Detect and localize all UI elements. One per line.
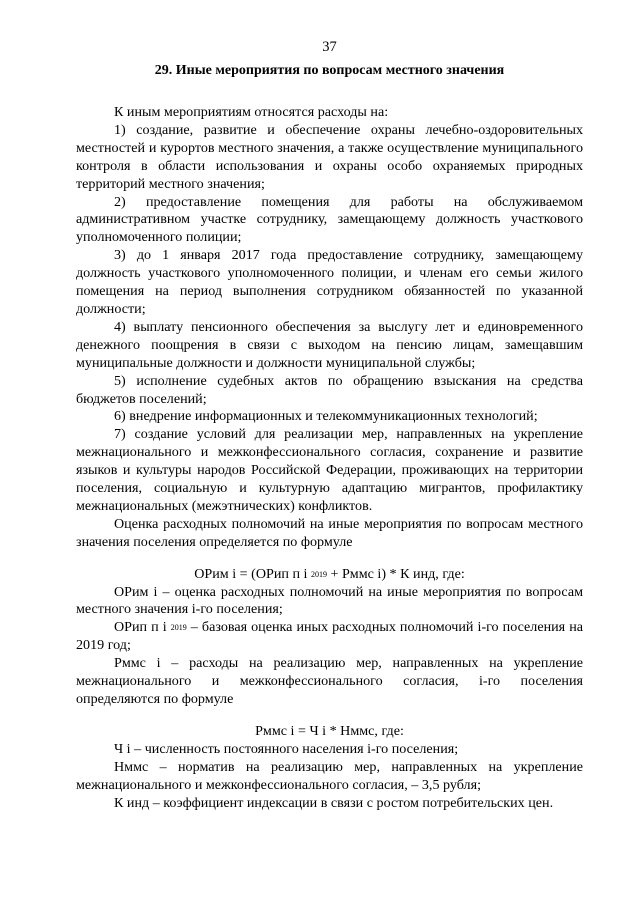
list-item-6: 6) внедрение информационных и телекоммуникационных технологий; bbox=[114, 408, 538, 425]
list-item-7: 7) создание условий для реализации мер, направленных на укрепление межнационального и межконфессионального согласия, сохранение и развитие языков и культуры народов Российской Федерации, проживающих на территории поселения, социальную и культурную адаптацию мигрантов, профилактику межнациональных (межэтнических) конфликтов. bbox=[76, 426, 583, 514]
formula-rmms: Рммс i = Ч i * Нммс, где: bbox=[255, 722, 404, 739]
definition-orim: ОРим i – оценка расходных полномочий на иные мероприятия по вопросам местного значения i-го поселения; bbox=[76, 583, 583, 618]
list-item-5: 5) исполнение судебных актов по обращению взыскания на средства бюджетов поселений; bbox=[76, 372, 583, 407]
page-number: 37 bbox=[322, 39, 337, 55]
definition-kind: К инд – коэффициент индексации в связи с ростом потребительских цен. bbox=[114, 794, 554, 811]
definition-nmms: Нммс – норматив на реализацию мер, направленных на укрепление межнационального и межконфессионального согласия, – 3,5 рубля; bbox=[76, 758, 583, 793]
definition-ch: Ч i – численность постоянного населения i-го поселения; bbox=[114, 740, 459, 757]
list-item-4: 4) выплату пенсионного обеспечения за выслугу лет и единовременного денежного поощрения в связи с выходом на пенсию лицам, замещавшим муниципальные должности и должности муниципальной службы; bbox=[76, 318, 583, 371]
formula-orim: ОРим i = (ОРип п i $_{2019}$ + Рммс i) * К инд, где: bbox=[194, 565, 465, 582]
list-item-3: 3) до 1 января 2017 года предоставление сотруднику, замещающему должность участкового уполномоченного полиции, и членам его семьи жилого помещения на период выполнения сотрудником обязанностей по указанной должности; bbox=[76, 247, 583, 317]
list-item-2: 2) предоставление помещения для работы на обслуживаемом административном участке сотруднику, замещающему должность участкового уполномоченного полиции; bbox=[76, 193, 583, 246]
list-item-1: 1) создание, развитие и обеспечение охраны лечебно-оздоровительных местностей и курортов местного значения, а также осуществление муниципального контроля в области использования и охраны особо охраняемых природных территорий местного значения; bbox=[76, 121, 583, 192]
assessment-paragraph: Оценка расходных полномочий на иные мероприятия по вопросам местного значения поселения определяется по формуле bbox=[76, 515, 583, 550]
section-heading: 29. Иные мероприятия по вопросам местного значения bbox=[154, 63, 505, 78]
document-page bbox=[76, 38, 583, 812]
definition-orip: ОРип п i $_{2019}$ – базовая оценка иных расходных полномочий i-го поселения на 2019 год; bbox=[76, 619, 583, 654]
definition-rmms: Рммс i – расходы на реализацию мер, направленных на укрепление межнационального и межконфессионального согласия, i-го поселения определяются по формуле bbox=[76, 655, 583, 707]
intro-paragraph: К иным мероприятиям относятся расходы на: bbox=[114, 104, 389, 120]
